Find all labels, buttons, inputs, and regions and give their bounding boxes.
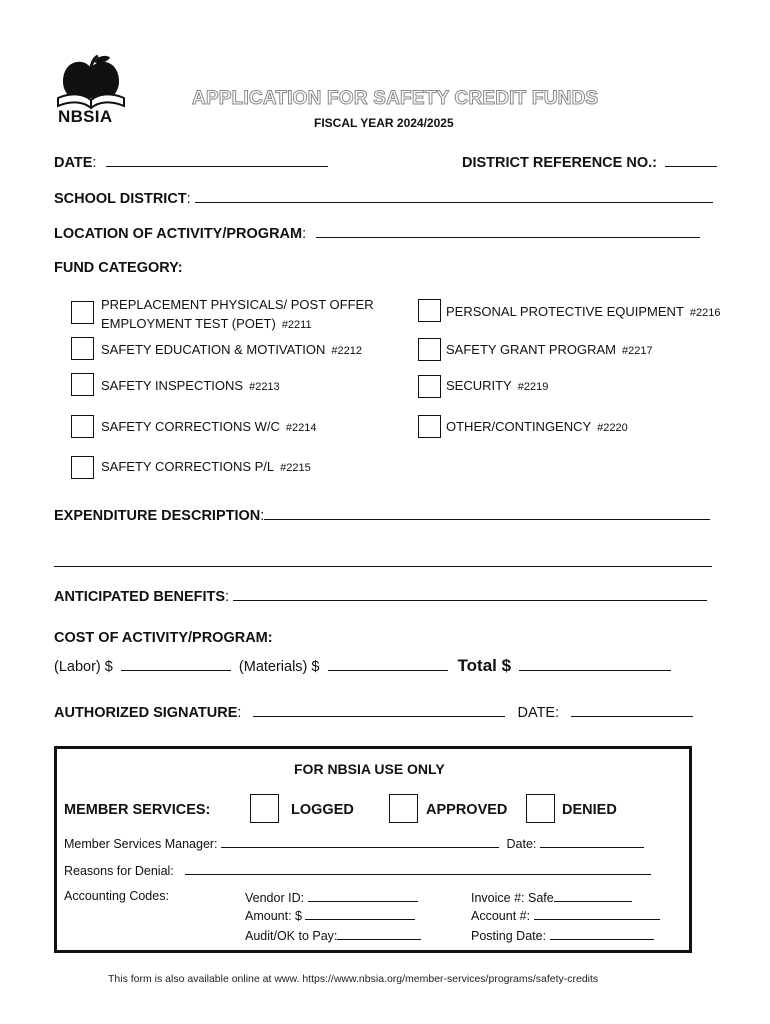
district-ref-field[interactable] (665, 152, 717, 167)
expenditure-field[interactable] (264, 505, 710, 520)
benefits-field[interactable] (233, 586, 707, 601)
expenditure-line-2[interactable] (54, 552, 712, 567)
approved-checkbox[interactable] (389, 794, 418, 823)
sig-date-label: DATE (517, 705, 556, 721)
category-safety-grant: SAFETY GRANT PROGRAM #2217 (446, 342, 653, 357)
account-row (471, 907, 660, 923)
category-safety-corrections-pl: SAFETY CORRECTIONS P/L #2215 (101, 459, 311, 474)
denied-label: DENIED (562, 802, 617, 818)
labor-label: (Labor) $ (54, 659, 113, 675)
form-title: APPLICATION FOR SAFETY CREDIT FUNDS (192, 88, 599, 109)
signature-label: AUTHORIZED SIGNATURE (54, 705, 238, 721)
amount-field[interactable] (305, 907, 415, 920)
audit-field[interactable] (337, 927, 421, 940)
cost-row (54, 656, 671, 676)
checkbox-security[interactable] (418, 375, 441, 398)
invoice-field[interactable] (554, 889, 632, 902)
accounting-label: Accounting Codes: (64, 889, 169, 903)
signature-field[interactable] (253, 702, 505, 717)
footer-note: This form is also available online at www. https://www.nbsia.org/member-services/programs/safety-credits (108, 973, 599, 985)
sig-date-field[interactable] (571, 702, 693, 717)
school-district-row: SCHOOL DISTRICT: (54, 188, 713, 207)
vendor-label: Vendor ID: (245, 891, 305, 905)
checkbox-safety-education[interactable] (71, 337, 94, 360)
total-label: Total $ (457, 656, 512, 675)
audit-label: Audit/OK to Pay: (245, 929, 338, 943)
amount-label: Amount: $ (245, 909, 302, 923)
checkbox-other-contingency[interactable] (418, 415, 441, 438)
school-district-field[interactable] (195, 188, 713, 203)
district-ref-row (462, 152, 717, 171)
manager-date-label: Date: (506, 837, 537, 851)
reasons-label: Reasons for Denial: (64, 864, 174, 878)
category-safety-corrections-wc: SAFETY CORRECTIONS W/C #2214 (101, 419, 317, 434)
checkbox-safety-grant[interactable] (418, 338, 441, 361)
benefits-row: ANTICIPATED BENEFITS: (54, 586, 707, 605)
vendor-row (245, 889, 418, 905)
category-poet: PREPLACEMENT PHYSICALS/ POST OFFER EMPLOYMENT TEST (POET) #2211 (101, 297, 374, 331)
audit-row (245, 927, 421, 943)
category-ppe: PERSONAL PROTECTIVE EQUIPMENT #2216 (446, 304, 721, 319)
manager-label: Member Services Manager: (64, 837, 218, 851)
category-other-contingency: OTHER/CONTINGENCY #2220 (446, 419, 628, 434)
invoice-row (471, 889, 632, 905)
district-ref-label: DISTRICT REFERENCE NO.: (462, 155, 657, 171)
total-field[interactable] (519, 656, 671, 671)
benefits-label: ANTICIPATED BENEFITS (54, 589, 226, 605)
labor-field[interactable] (121, 656, 231, 671)
category-safety-education: SAFETY EDUCATION & MOTIVATION #2212 (101, 342, 362, 357)
materials-label: (Materials) $ (238, 659, 320, 675)
category-security: SECURITY #2219 (446, 378, 549, 393)
nbsia-use-only-box (54, 746, 692, 953)
vendor-field[interactable] (308, 889, 418, 902)
posting-label: Posting Date: (471, 929, 547, 943)
checkbox-safety-corrections-pl[interactable] (71, 456, 94, 479)
amount-row (245, 907, 415, 923)
date-label: DATE (54, 155, 93, 171)
reasons-field[interactable] (185, 862, 651, 875)
reasons-row (64, 862, 651, 878)
manager-field[interactable] (221, 835, 499, 848)
date-field[interactable] (106, 152, 328, 167)
checkbox-ppe[interactable] (418, 299, 441, 322)
location-label: LOCATION OF ACTIVITY/PROGRAM (54, 226, 303, 242)
manager-row (64, 835, 644, 851)
posting-row (471, 927, 654, 943)
school-district-label: SCHOOL DISTRICT (54, 191, 187, 207)
form-subtitle: FISCAL YEAR 2024/2025 (314, 116, 454, 130)
materials-field[interactable] (328, 656, 448, 671)
fund-category-label: FUND CATEGORY: (54, 260, 183, 276)
checkbox-poet[interactable] (71, 301, 94, 324)
location-field[interactable] (316, 223, 700, 238)
checkbox-safety-corrections-wc[interactable] (71, 415, 94, 438)
logged-label: LOGGED (291, 802, 354, 818)
nbsia-box-heading: FOR NBSIA USE ONLY (294, 761, 445, 777)
category-safety-inspections: SAFETY INSPECTIONS #2213 (101, 378, 280, 393)
expenditure-label: EXPENDITURE DESCRIPTION (54, 508, 261, 524)
location-row: LOCATION OF ACTIVITY/PROGRAM: (54, 223, 700, 242)
member-services-label: MEMBER SERVICES: (64, 802, 211, 818)
logged-checkbox[interactable] (250, 794, 279, 823)
account-label: Account #: (471, 909, 531, 923)
denied-checkbox[interactable] (526, 794, 555, 823)
approved-label: APPROVED (426, 802, 508, 818)
account-field[interactable] (534, 907, 660, 920)
logo-text: NBSIA (58, 107, 113, 126)
date-row: DATE: (54, 152, 328, 171)
invoice-label: Invoice #: Safe (471, 891, 554, 905)
posting-field[interactable] (550, 927, 654, 940)
apple-book-icon (54, 54, 128, 110)
signature-row: AUTHORIZED SIGNATURE: DATE: (54, 702, 693, 721)
checkbox-safety-inspections[interactable] (71, 373, 94, 396)
manager-date-field[interactable] (540, 835, 644, 848)
expenditure-row: EXPENDITURE DESCRIPTION: (54, 505, 710, 524)
logo (54, 54, 128, 126)
cost-label: COST OF ACTIVITY/PROGRAM: (54, 630, 273, 646)
